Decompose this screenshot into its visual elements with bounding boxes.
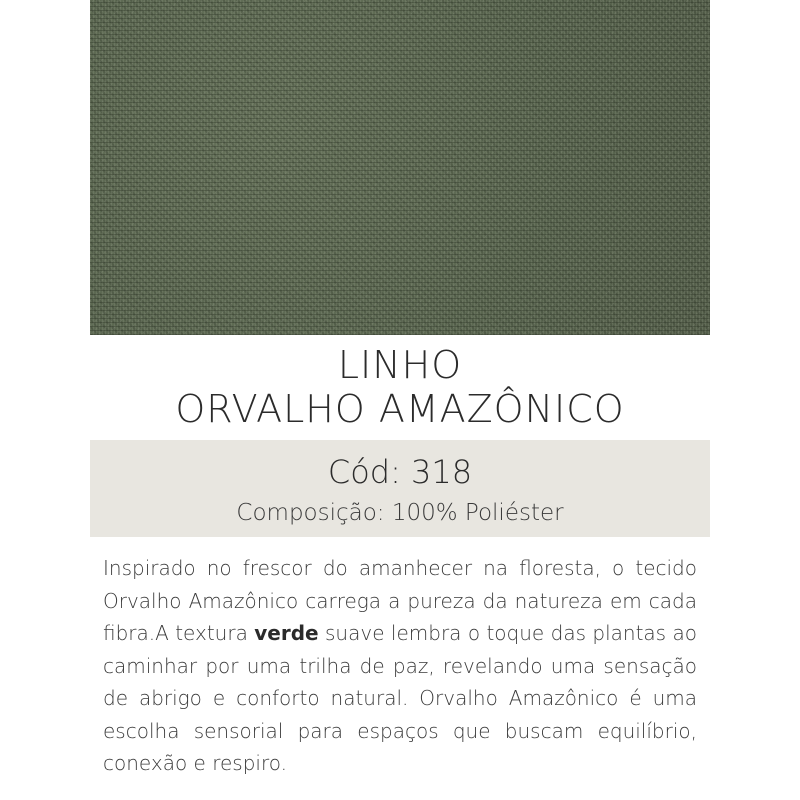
description-highlight: verde bbox=[254, 621, 319, 645]
product-name-title: ORVALHO AMAZÔNICO bbox=[175, 387, 625, 431]
product-composition: Composição: 100% Poliéster bbox=[236, 500, 564, 526]
product-code: Cód: 318 bbox=[327, 453, 473, 491]
description-text-start: Inspirado no frescor do amanhecer na floresta, o tecido Orvalho Amazônico carrega a pureza da natureza em cada fibra.A textura bbox=[103, 556, 697, 645]
product-description bbox=[103, 552, 697, 780]
product-category-title: LINHO bbox=[337, 343, 463, 387]
fabric-swatch-image bbox=[90, 0, 710, 335]
product-info-band bbox=[90, 440, 710, 537]
description-text-end: suave lembra o toque das plantas ao caminhar por uma trilha de paz, revelando uma sensação de abrigo e conforto natural. Orvalho Amazônico é uma escolha sensorial para espaços que buscam equilíbrio, conexão e respiro. bbox=[103, 621, 697, 775]
